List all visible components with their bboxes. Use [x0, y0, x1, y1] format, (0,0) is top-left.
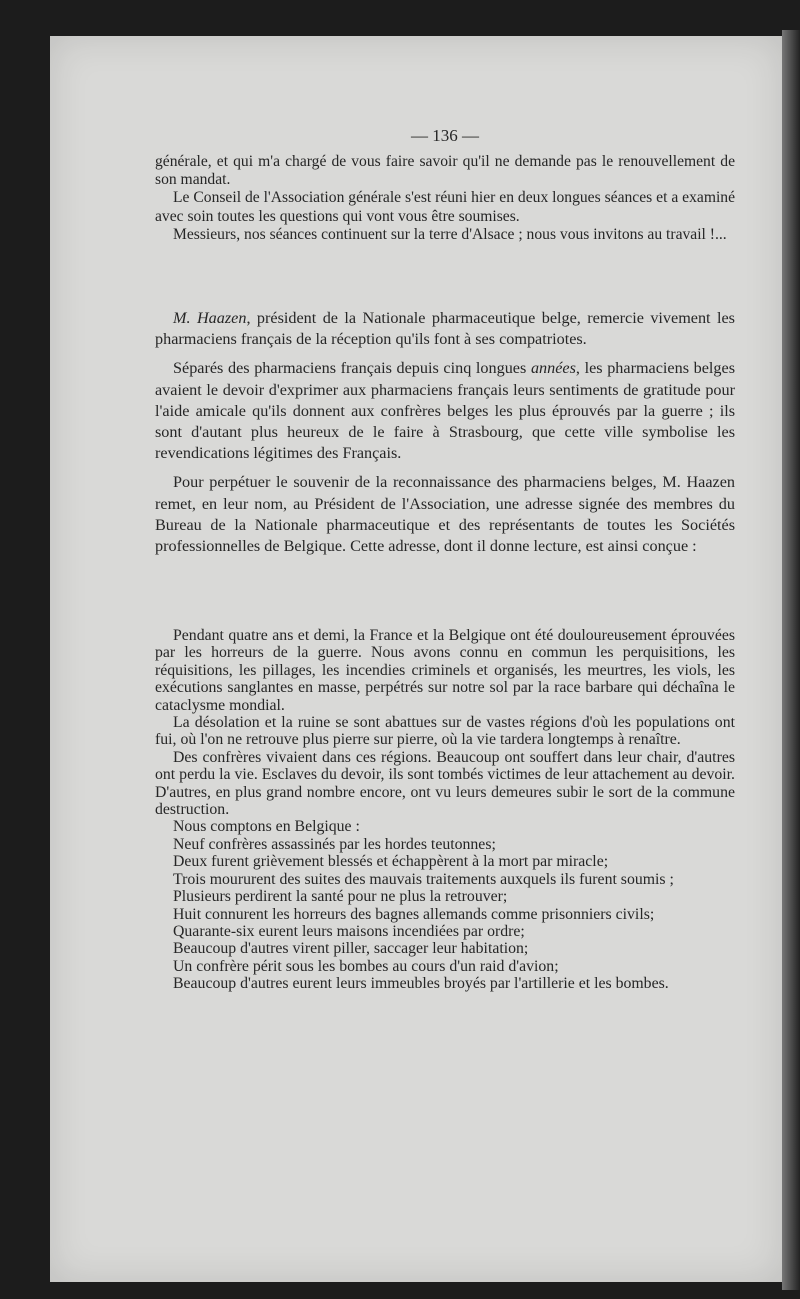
list-item: Nous comptons en Belgique :: [173, 818, 360, 836]
list-item: Quarante-six eurent leurs maisons incendiées par ordre;: [173, 922, 525, 940]
section-haazen: [155, 308, 735, 557]
list-item: Beaucoup d'autres eurent leurs immeubles broyés par l'artillerie et les bombes.: [173, 975, 669, 993]
section-intro: [155, 153, 735, 244]
paragraph: La désolation et la ruine se sont abattues sur de vastes régions d'où les populations ont fui, où l'on ne retrouve plus pierre sur pierre, où la vie tardera longtemps à renaître.: [155, 714, 735, 749]
paragraph: [155, 308, 735, 350]
section-address: [155, 627, 735, 993]
speaker-name: M. Haazen: [173, 309, 247, 327]
paragraph-text: , les pharmaciens belges avaient le devoir d'exprimer aux pharmaciens français leurs sentiments de gratitude pour l'aide amicale qu'ils donnent aux confrères belges les plus éprouvés par la guerre ; ils sont d'autant plus heureux de le faire à Strasbourg, que cette ville symbolise les revendications légitimes des Français.: [155, 359, 735, 463]
list-item: Huit connurent les horreurs des bagnes allemands comme prisonniers civils;: [173, 905, 655, 923]
book-spine-shadow: [782, 30, 800, 1290]
paragraph-text: Séparés des pharmaciens français depuis cinq longues: [173, 359, 531, 378]
casualty-list: [155, 818, 735, 992]
paragraph: Pour perpétuer le souvenir de la reconnaissance des pharmaciens belges, M. Haazen remet, en leur nom, au Président de l'Association, une adresse signée des membres du Bureau de la Nationale pharmaceutique et des représentants de toutes les Sociétés professionnelles de Belgique. Cette adresse, dont il donne lecture, est ainsi conçue :: [155, 473, 735, 556]
paragraph: Le Conseil de l'Association générale s'est réuni hier en deux longues séances et a examiné avec soin toutes les questions qui vont vous être soumises.: [155, 189, 735, 225]
paragraph-text: , président de la Nationale pharmaceutique belge, remercie vivement les pharmaciens français de la réception qu'ils font à ses compatriotes.: [155, 309, 735, 349]
list-item: Un confrère périt sous les bombes au cours d'un raid d'avion;: [173, 957, 559, 975]
list-item: Trois moururent des suites des mauvais traitements auxquels ils furent soumis ;: [173, 870, 674, 888]
paragraph: Des confrères vivaient dans ces régions. Beaucoup ont souffert dans leur chair, d'autres ont perdu la vie. Esclaves du devoir, ils sont tombés victimes de leur attachement au devoir. D'autres, en plus grand nombre encore, ont vu leurs demeures subir le sort de la commune destruction.: [155, 748, 735, 819]
paragraph: Pendant quatre ans et demi, la France et la Belgique ont été douloureusement éprouvées par les horreurs de la guerre. Nous avons connu en commun les perquisitions, les réquisitions, les pillages, les incendies criminels et organisés, les meurtres, les viols, les exécutions sanglantes en masse, perpétrés sur notre sol par la race barbare qui déchaîna le cataclysme mondial.: [155, 627, 735, 714]
page-number: — 136 —: [411, 126, 479, 145]
list-item: Plusieurs perdirent la santé pour ne plus la retrouver;: [173, 888, 508, 906]
list-item: Beaucoup d'autres virent piller, saccager leur habitation;: [173, 940, 529, 958]
emphasis: années: [530, 359, 576, 378]
list-item: Neuf confrères assassinés par les hordes teutonnes;: [173, 835, 496, 853]
paragraph: [155, 358, 735, 464]
paragraph: générale, et qui m'a chargé de vous faire savoir qu'il ne demande pas le renouvellement de son mandat.: [155, 153, 735, 189]
paragraph: Messieurs, nos séances continuent sur la terre d'Alsace ; nous vous invitons au travail !...: [173, 225, 727, 243]
list-item: Deux furent grièvement blessés et échappèrent à la mort par miracle;: [173, 853, 609, 871]
